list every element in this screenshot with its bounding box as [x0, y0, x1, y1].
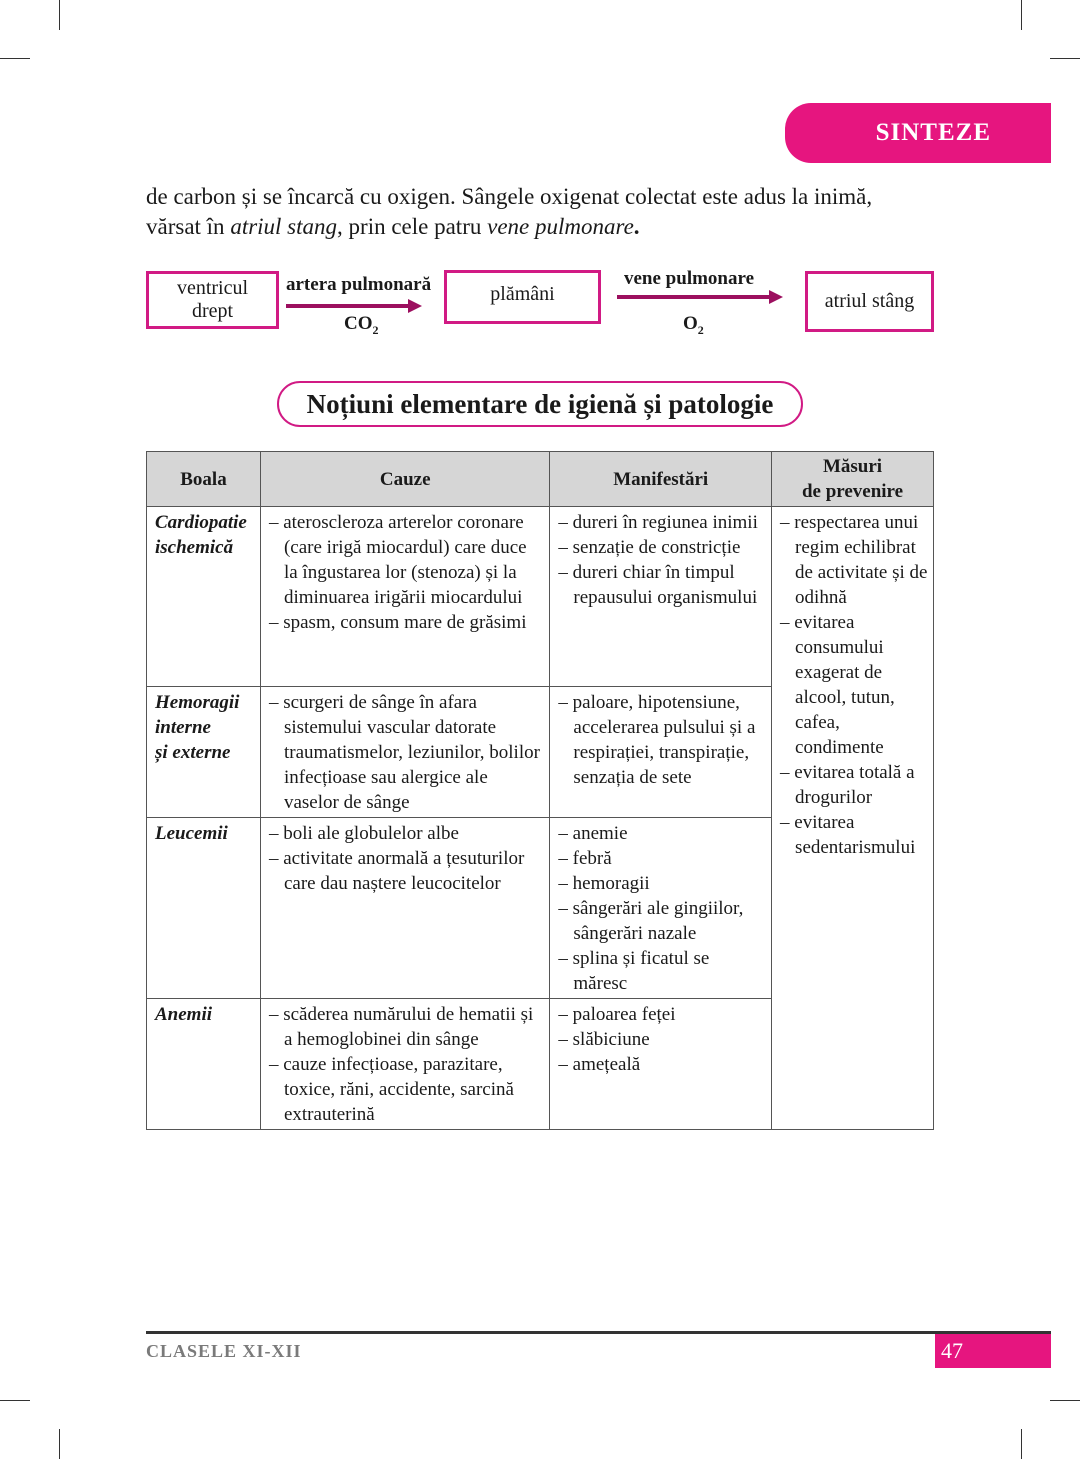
footer-label: CLASELE XI-XII [146, 1341, 302, 1361]
list-item: – paloare, hipotensiune, accelerarea pulsului și a respirației, transpirație, senzația de sete [558, 690, 765, 790]
header-prevention [772, 452, 934, 507]
section-title [277, 381, 803, 427]
list-item: – dureri chiar în timpul repausului organismului [558, 560, 765, 610]
crop-mark [1050, 58, 1080, 59]
list-item: – anemie [558, 821, 765, 846]
flow-box-label: atriul stâng [824, 290, 915, 312]
intro-line-2 [146, 212, 946, 242]
list-item: – scăderea numărului de hematii și a hemoglobinei din sânge [269, 1002, 543, 1052]
flow-box-plamani [444, 270, 601, 324]
list-item: – splina și ficatul se măresc [558, 946, 765, 996]
list-item: – slăbiciune [558, 1027, 765, 1052]
list-item: – febră [558, 846, 765, 871]
flow-box-label: ventricul drept [176, 277, 249, 322]
symptoms-cell [550, 687, 772, 818]
list-item: – respectarea unui regim echilibrat de activitate și de odihnă [780, 510, 929, 610]
flow-arrow-label: artera pulmonară [286, 274, 432, 295]
list-item: – cauze infecțioase, parazitare, toxice, răni, accidente, sarcină extrauterină [269, 1052, 543, 1127]
crop-mark [0, 1400, 30, 1401]
flow-arrow-label: vene pulmonare [624, 268, 755, 289]
disease-name: ischemică [155, 537, 234, 558]
flow-co2-label [344, 313, 379, 338]
disease-table [146, 451, 934, 1130]
page-number [935, 1334, 1051, 1368]
causes-cell [260, 687, 549, 818]
chem-symbol: O [683, 313, 698, 334]
header-prevention-line: Măsuri [822, 456, 883, 477]
flow-box-atriul-stang [805, 271, 934, 332]
chem-symbol: CO [344, 313, 373, 334]
list-item: – paloarea feței [558, 1002, 765, 1027]
list-item: – evitarea totală a drogurilor [780, 760, 929, 810]
section-header-label: SINTEZE [875, 119, 991, 146]
intro-emphasis: atriul stang [230, 214, 338, 239]
intro-line-1: de carbon și se încarcă cu oxigen. Sângele oxigenat colectat este adus la inimă, [146, 184, 873, 209]
intro-emphasis: vene pulmonare [487, 214, 634, 239]
crop-mark [1021, 1429, 1022, 1459]
intro-paragraph [146, 182, 946, 242]
header-causes: Cauze [260, 452, 549, 507]
flow-arrow-right-icon [286, 298, 422, 314]
disease-name: Cardiopatie [155, 512, 247, 533]
disease-name-cell [147, 507, 261, 687]
crop-mark [0, 58, 30, 59]
symptoms-cell [550, 818, 772, 999]
symptoms-cell [550, 999, 772, 1130]
disease-name-cell [147, 687, 261, 818]
list-item: – hemoragii [558, 871, 765, 896]
disease-name: și externe [155, 742, 231, 763]
list-item: – scurgeri de sânge în afara sistemului vascular datorate traumatismelor, leziunilor, bolilor infecțioase sau alergice ale vaselor de sânge [269, 690, 543, 815]
chem-subscript: 2 [372, 322, 379, 337]
table-header-row [147, 452, 934, 507]
disease-name: Leucemii [155, 823, 228, 844]
causes-cell [260, 507, 549, 687]
table-row [147, 507, 934, 687]
disease-name: interne [155, 717, 211, 738]
symptoms-cell [550, 507, 772, 687]
disease-name-cell [147, 818, 261, 999]
header-symptoms: Manifestări [550, 452, 772, 507]
disease-name: Anemii [155, 1004, 213, 1025]
causes-cell [260, 999, 549, 1130]
header-disease: Boala [147, 452, 261, 507]
list-item: – dureri în regiunea inimii [558, 510, 765, 535]
footer-rule [146, 1331, 1051, 1334]
intro-text: , prin cele patru [337, 214, 488, 239]
section-title-text: Noțiuni elementare de igienă și patologie [306, 388, 774, 419]
list-item: – ateroscleroza arterelor coronare (care irigă miocardul) care duce la îngustarea lor (stenoza) și la diminuarea irigării miocardului [269, 510, 543, 610]
list-item: – amețeală [558, 1052, 765, 1077]
prevention-cell [772, 507, 934, 1130]
list-item: – sângerări ale gingiilor, sângerări nazale [558, 896, 765, 946]
crop-mark [1021, 0, 1022, 30]
intro-text: . [633, 214, 640, 239]
disease-name-cell [147, 999, 261, 1130]
page-number-text: 47 [941, 1338, 963, 1363]
flow-o2-label [683, 313, 704, 338]
crop-mark [59, 1429, 60, 1459]
list-item: – boli ale globulelor albe [269, 821, 543, 846]
list-item: – evitarea consumului exagerat de alcool, tutun, cafea, condimente [780, 610, 929, 760]
flow-box-label: plămâni [490, 282, 555, 305]
header-prevention-line: de prevenire [801, 481, 904, 502]
causes-cell [260, 818, 549, 999]
section-header-tab [785, 103, 1051, 163]
disease-name: Hemoragii [155, 692, 240, 713]
flow-arrow-right-icon [617, 289, 784, 305]
list-item: – spasm, consum mare de grăsimi [269, 610, 543, 635]
crop-mark [1050, 1400, 1080, 1401]
crop-mark [59, 0, 60, 30]
list-item: – senzație de constricție [558, 535, 765, 560]
flow-box-ventricul-drept [146, 271, 279, 329]
intro-text: vărsat în [146, 214, 231, 239]
list-item: – activitate anormală a țesuturilor care dau naștere leucocitelor [269, 846, 543, 896]
list-item: – evitarea sedentarismului [780, 810, 929, 860]
chem-subscript: 2 [697, 322, 704, 337]
